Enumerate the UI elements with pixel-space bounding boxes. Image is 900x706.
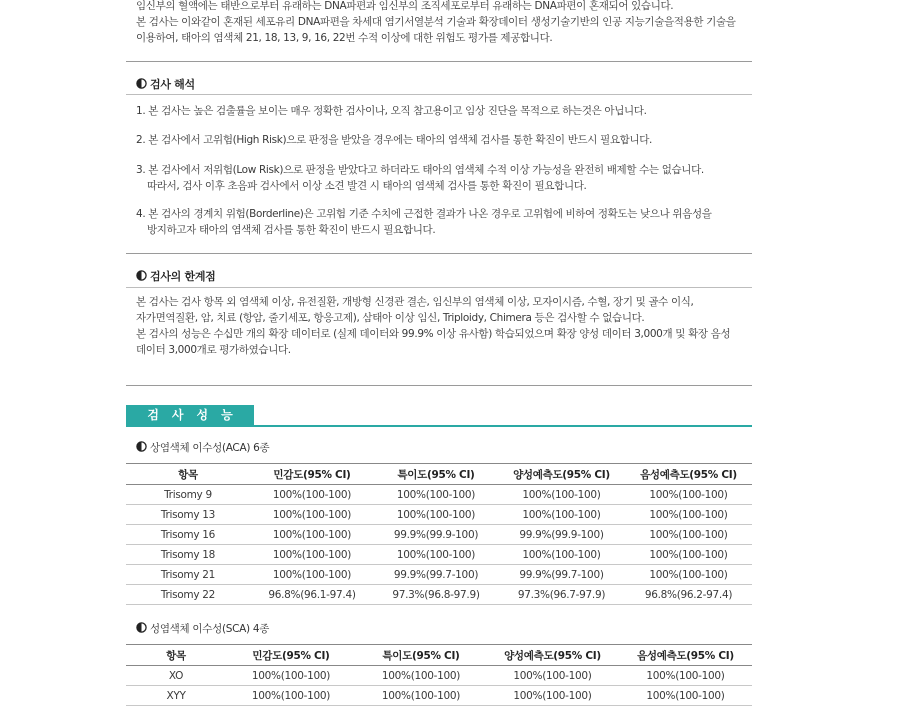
item-line: 방지하고자 태아의 염색체 검사를 통한 확진이 반드시 필요합니다.	[147, 224, 436, 236]
column-header: 특이도(95% CI)	[374, 464, 498, 485]
table-row	[126, 666, 752, 686]
half-circle-icon	[136, 441, 147, 452]
table-cell: Trisomy 18	[126, 545, 250, 565]
table-cell: 99.9%(99.7-100)	[498, 565, 625, 585]
table-cell: Trisomy 21	[126, 565, 250, 585]
table-row	[126, 525, 752, 545]
sca-heading-text: 성염색체 이수성(SCA) 4종	[150, 623, 270, 635]
limitations-line: 자가면역질환, 암, 치료 (항암, 줄기세포, 항응고제), 삼태아 이상 임신, Triploidy, Chimera 등은 검사할 수 없습니다.	[136, 312, 645, 324]
table-row	[126, 485, 752, 505]
half-circle-icon	[136, 622, 147, 633]
column-header: 민감도(95% CI)	[250, 464, 374, 485]
table-cell: 100%(100-100)	[498, 485, 625, 505]
item-line: 2. 본 검사에서 고위험(High Risk)으로 판정을 받았을 경우에는 태아의 염색체 검사를 통한 확진이 반드시 필요합니다.	[136, 134, 653, 146]
table-cell: XYY	[126, 686, 226, 706]
column-header: 음성예측도(95% CI)	[619, 645, 752, 666]
table-cell: Trisomy 16	[126, 525, 250, 545]
column-header: 양성예측도(95% CI)	[486, 645, 619, 666]
item-line: 따라서, 검사 이후 초음파 검사에서 이상 소견 발견 시 태아의 염색체 검사를 통한 확진이 필요합니다.	[147, 180, 587, 192]
table-cell: 97.3%(96.8-97.9)	[374, 585, 498, 605]
table-header-row	[126, 464, 752, 485]
column-header: 항목	[126, 464, 250, 485]
half-circle-icon	[136, 78, 147, 89]
sca-heading	[136, 622, 269, 636]
table-cell: 100%(100-100)	[250, 505, 374, 525]
section-divider	[126, 287, 752, 288]
section-divider	[126, 253, 752, 254]
aca-heading-text: 상염색체 이수성(ACA) 6종	[150, 442, 270, 454]
limitations-heading	[136, 270, 216, 284]
interpretation-item-3	[136, 162, 756, 194]
table-row	[126, 585, 752, 605]
section-divider	[126, 61, 752, 62]
interpretation-item-4	[136, 206, 756, 238]
column-header: 특이도(95% CI)	[356, 645, 486, 666]
table-cell: 100%(100-100)	[498, 545, 625, 565]
limitations-line: 본 검사의 성능은 수십만 개의 확장 데이터로 (실제 데이터와 99.9% 이상 유사함) 학습되었으며 확장 양성 데이터 3,000개 및 확장 음성	[136, 328, 731, 340]
table-cell: 100%(100-100)	[374, 545, 498, 565]
limitations-line: 데이터 3,000개로 평가하였습니다.	[136, 344, 291, 356]
table-cell: 100%(100-100)	[486, 666, 619, 686]
limitations-line: 본 검사는 검사 항목 외 염색체 이상, 유전질환, 개방형 신경관 결손, 임신부의 염색체 이상, 모자이시즘, 수혈, 장기 및 골수 이식,	[136, 296, 694, 308]
table-cell: 100%(100-100)	[250, 565, 374, 585]
performance-banner-label: 검사성능	[126, 405, 254, 425]
table-row	[126, 545, 752, 565]
table-cell: 100%(100-100)	[250, 485, 374, 505]
table-cell: Trisomy 22	[126, 585, 250, 605]
half-circle-icon	[136, 270, 147, 281]
aca-heading	[136, 441, 269, 455]
table-cell: Trisomy 13	[126, 505, 250, 525]
table-cell: XO	[126, 666, 226, 686]
table-cell: 100%(100-100)	[226, 686, 356, 706]
table-cell: 100%(100-100)	[619, 686, 752, 706]
table-cell: 100%(100-100)	[625, 505, 752, 525]
table-header-row	[126, 645, 752, 666]
column-header: 민감도(95% CI)	[226, 645, 356, 666]
column-header: 항목	[126, 645, 226, 666]
intro-line: 임신부의 혈액에는 태반으로부터 유래하는 DNA파편과 임신부의 조직세포로부터 유래하는 DNA파편이 혼재되어 있습니다.	[136, 0, 674, 12]
intro-line: 이용하여, 태아의 염색체 21, 18, 13, 9, 16, 22번 수적 이상에 대한 위험도 평가를 제공합니다.	[136, 32, 553, 44]
item-line: 1. 본 검사는 높은 검출률을 보이는 매우 정확한 검사이나, 오직 참고용이고 임상 진단을 목적으로 하는것은 아닙니다.	[136, 105, 647, 117]
table-cell: 97.3%(96.7-97.9)	[498, 585, 625, 605]
table-cell: 100%(100-100)	[619, 666, 752, 686]
table-row	[126, 565, 752, 585]
intro-line: 본 검사는 이와같이 혼재된 세포유리 DNA파편을 차세대 염기서열분석 기술과 확장데이터 생성기술기반의 인공 지능기술을적용한 기술을	[136, 16, 736, 28]
table-cell: 99.9%(99.9-100)	[498, 525, 625, 545]
section-divider	[126, 94, 752, 95]
item-line: 3. 본 검사에서 저위험(Low Risk)으로 판정을 받았다고 하더라도 태아의 염색체 수적 이상 가능성을 완전히 배제할 수는 없습니다.	[136, 164, 704, 176]
interpretation-item-1	[136, 103, 756, 119]
table-cell: 100%(100-100)	[374, 505, 498, 525]
table-cell: 100%(100-100)	[625, 525, 752, 545]
column-header: 양성예측도(95% CI)	[498, 464, 625, 485]
table-row	[126, 505, 752, 525]
table-cell: 100%(100-100)	[356, 686, 486, 706]
table-cell: 100%(100-100)	[486, 686, 619, 706]
limitations-heading-text: 검사의 한계점	[150, 270, 216, 283]
table-cell: 100%(100-100)	[625, 485, 752, 505]
banner-underline	[126, 425, 752, 427]
performance-banner	[126, 405, 752, 427]
sca-table	[126, 644, 752, 706]
table-cell: 99.9%(99.7-100)	[374, 565, 498, 585]
table-cell: 100%(100-100)	[226, 666, 356, 686]
table-row	[126, 686, 752, 706]
interpretation-heading	[136, 78, 195, 92]
table-cell: 100%(100-100)	[356, 666, 486, 686]
table-cell: 96.8%(96.2-97.4)	[625, 585, 752, 605]
interpretation-item-2	[136, 132, 756, 148]
limitations-paragraph	[136, 294, 756, 358]
table-cell: 99.9%(99.9-100)	[374, 525, 498, 545]
table-cell: 100%(100-100)	[625, 545, 752, 565]
table-cell: 96.8%(96.1-97.4)	[250, 585, 374, 605]
interpretation-heading-text: 검사 해석	[150, 78, 195, 91]
table-cell: 100%(100-100)	[374, 485, 498, 505]
section-divider	[126, 385, 752, 386]
column-header: 음성예측도(95% CI)	[625, 464, 752, 485]
table-cell: 100%(100-100)	[625, 565, 752, 585]
table-cell: 100%(100-100)	[250, 545, 374, 565]
intro-paragraph	[136, 0, 756, 46]
item-line: 4. 본 검사의 경계치 위험(Borderline)은 고위험 기준 수치에 근접한 결과가 나온 경우로 고위험에 비하여 정확도는 낮으나 위음성을	[136, 208, 712, 220]
table-cell: 100%(100-100)	[250, 525, 374, 545]
table-cell: Trisomy 9	[126, 485, 250, 505]
aca-table	[126, 463, 752, 605]
table-cell: 100%(100-100)	[498, 505, 625, 525]
